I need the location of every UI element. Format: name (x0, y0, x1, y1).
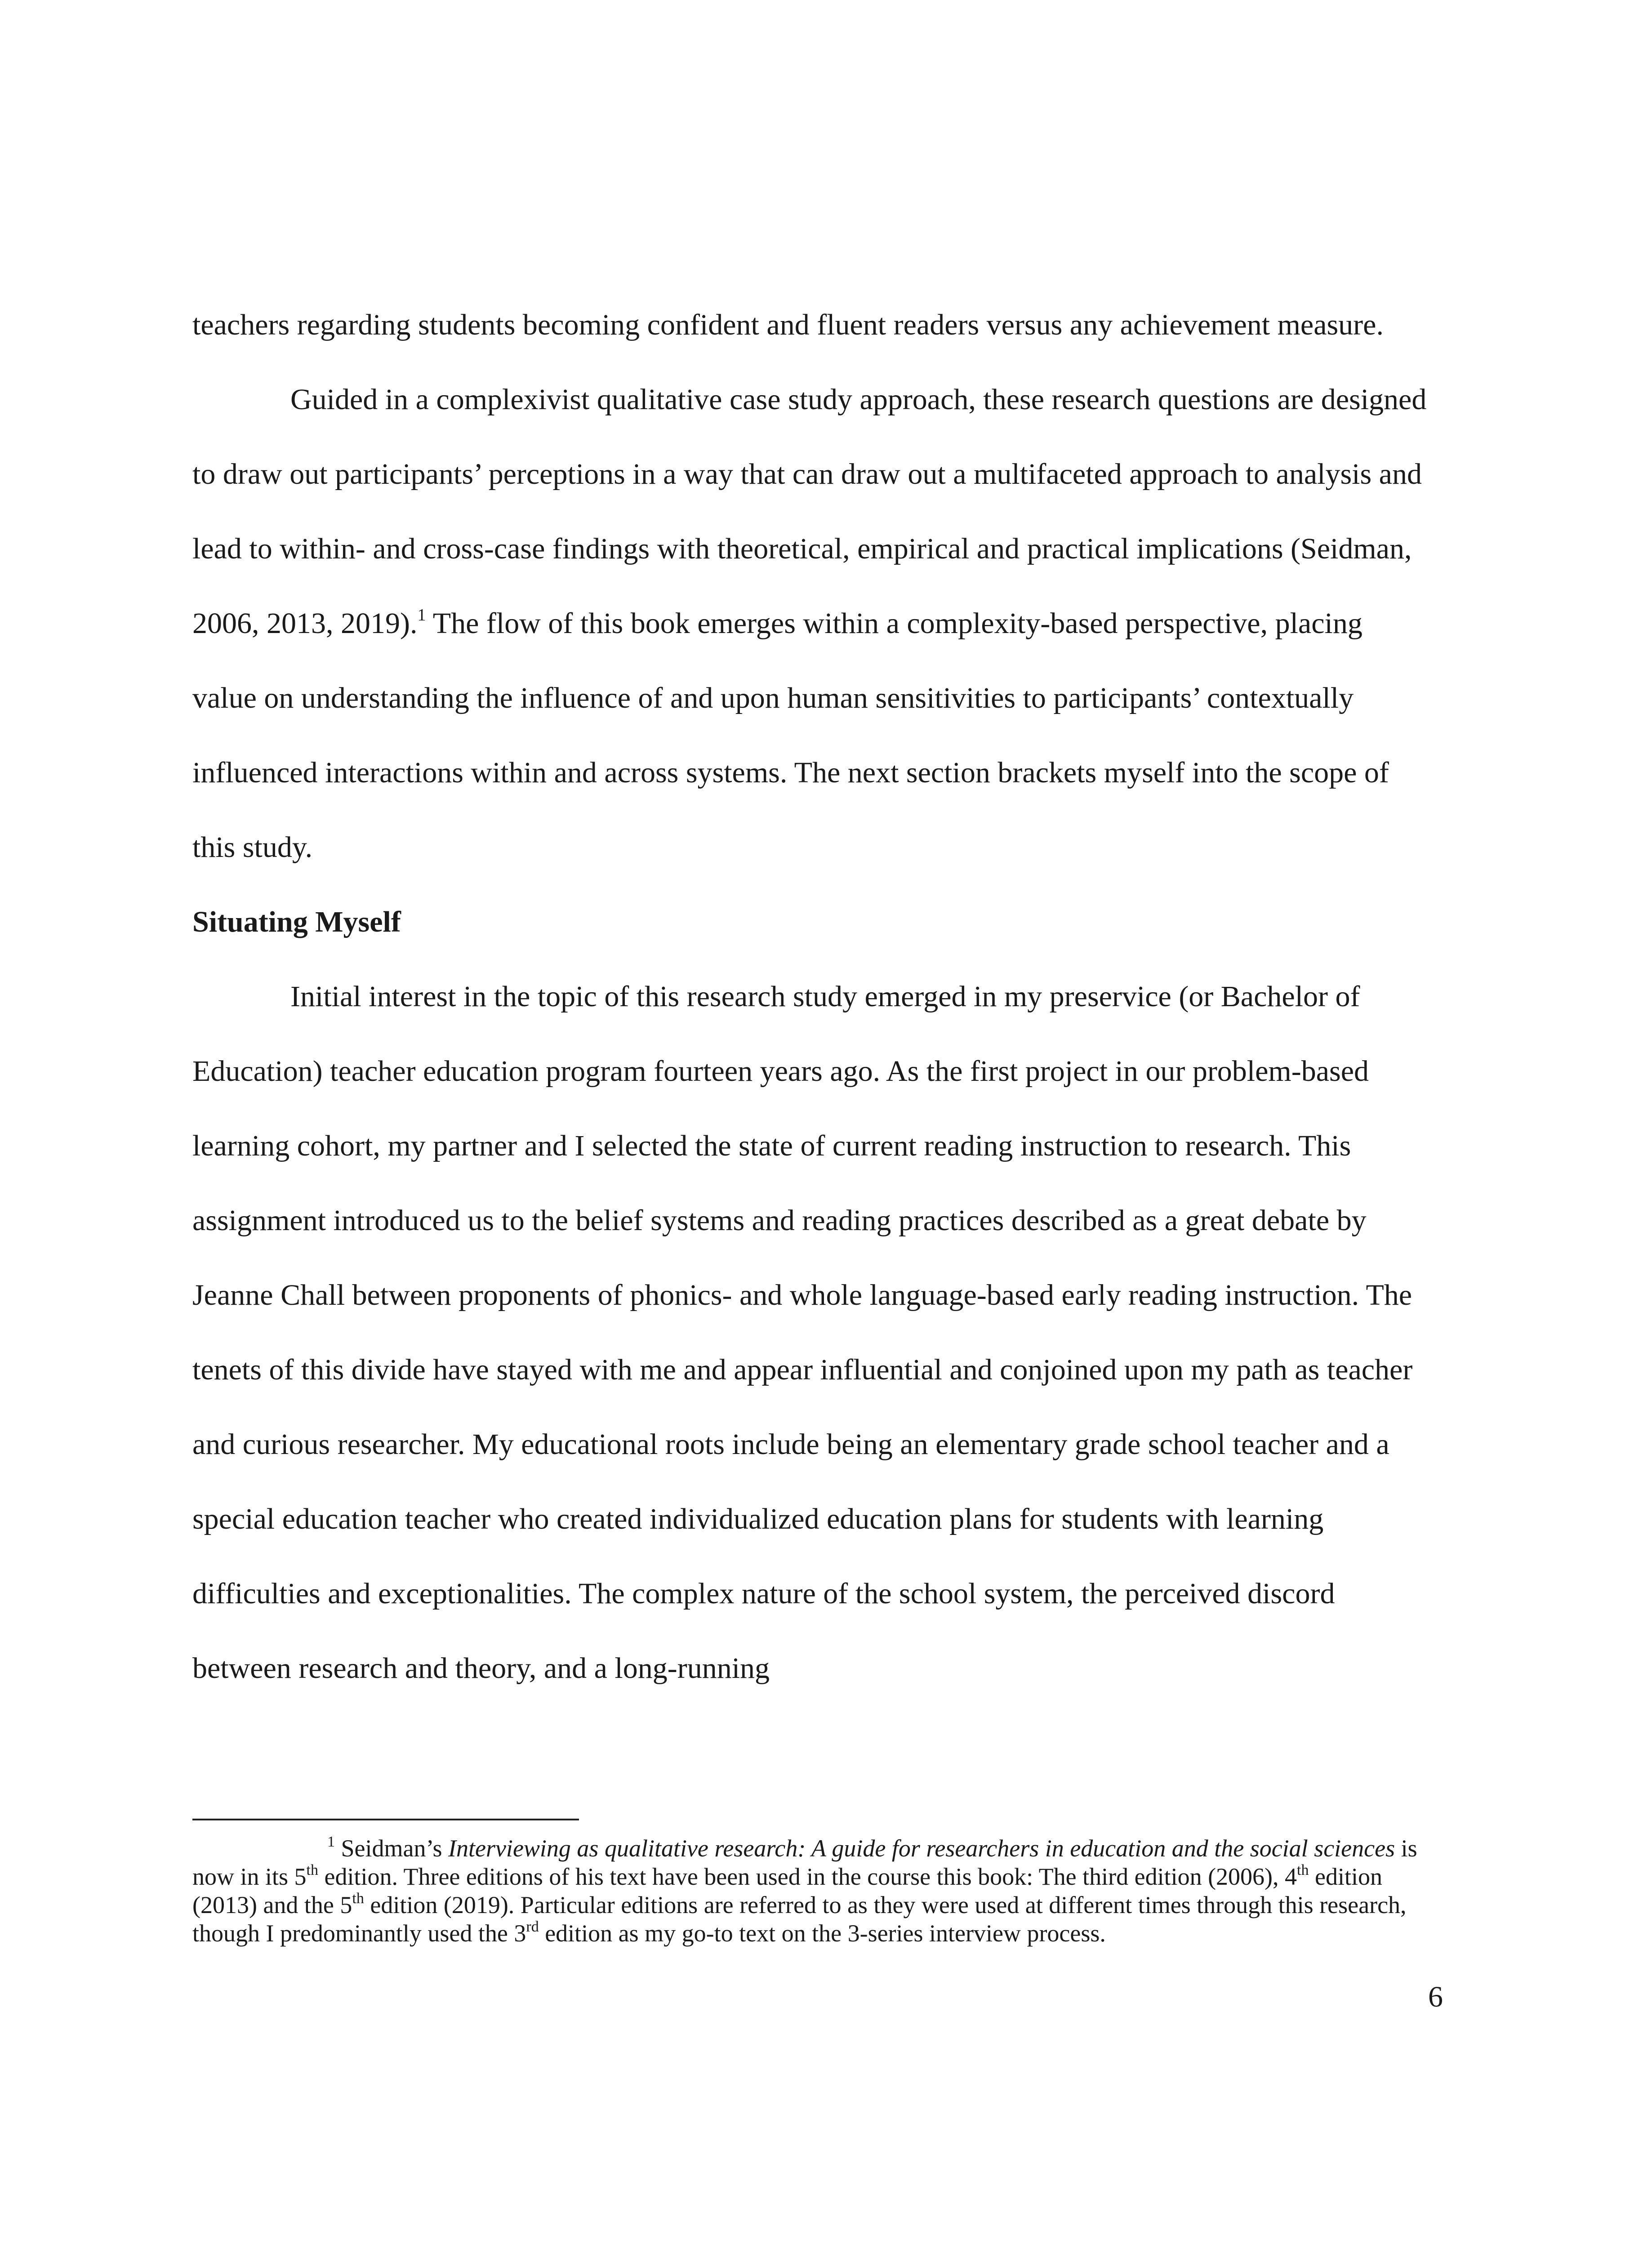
footnote-book-title: Interviewing as qualitative research: A guide for researchers in education and the social sciences (448, 1835, 1395, 1862)
footnote-marker: 1 (327, 1833, 335, 1850)
page-number: 6 (1428, 1980, 1443, 2013)
footnote-reference: 1 (417, 606, 426, 624)
paragraph-situating-myself: Initial interest in the topic of this research study emerged in my preservice (or Bachelor of Education) teacher education program fourteen years ago. As the first project in our problem-based learning cohort, my partner and I selected the state of current reading instruction to research. This assignment introduced us to the belief systems and reading practices described as a great debate by Jeanne Chall between proponents of phonics- and whole language-based early reading instruction. The tenets of this divide have stayed with me and appear influential and conjoined upon my path as teacher and curious researcher. My educational roots include being an elementary grade school teacher and a special education teacher who created individualized education plans for students with learning difficulties and exceptionalities. The complex nature of the school system, the perceived discord between research and theory, and a long-running (192, 980, 1413, 1685)
paragraph-research-approach (192, 362, 1433, 885)
paragraph-text: Guided in a complexivist qualitative case study approach, these research questions are designed to draw out participants’ perceptions in a way that can draw out a multifaceted approach to analysis and lead to within- and cross-case findings with theoretical, empirical and practical implications (Seidman, 2006, 2013, 2019). (192, 383, 1427, 640)
body-text (192, 288, 1433, 1706)
paragraph-continuation: teachers regarding students becoming confident and fluent readers versus any achievement measure. (192, 308, 1384, 341)
footnote (192, 1834, 1433, 1948)
footnote-divider (192, 1819, 579, 1820)
footnote-text: $^1$ Seidman’s Interviewing as qualitative research: A guide for researchers in education and the social sciences is now in its 5th edition. Three editions of his text have been used in the course this book: The third edition (2006), 4th edition (2013) and the 5th edition (2019). Particular editions are referred to as they were used at different times through this research, though I predominantly used the 3rd edition as my go-to text on the 3-series interview process. (192, 1833, 1417, 1947)
paragraph-text: The flow of this book emerges within a complexity-based perspective, placing value on understanding the influence of and upon human sensitivities to participants’ contextually influenced interactions within and across systems. The next section brackets myself into the scope of this study. (192, 607, 1389, 864)
section-heading: Situating Myself (192, 905, 401, 938)
